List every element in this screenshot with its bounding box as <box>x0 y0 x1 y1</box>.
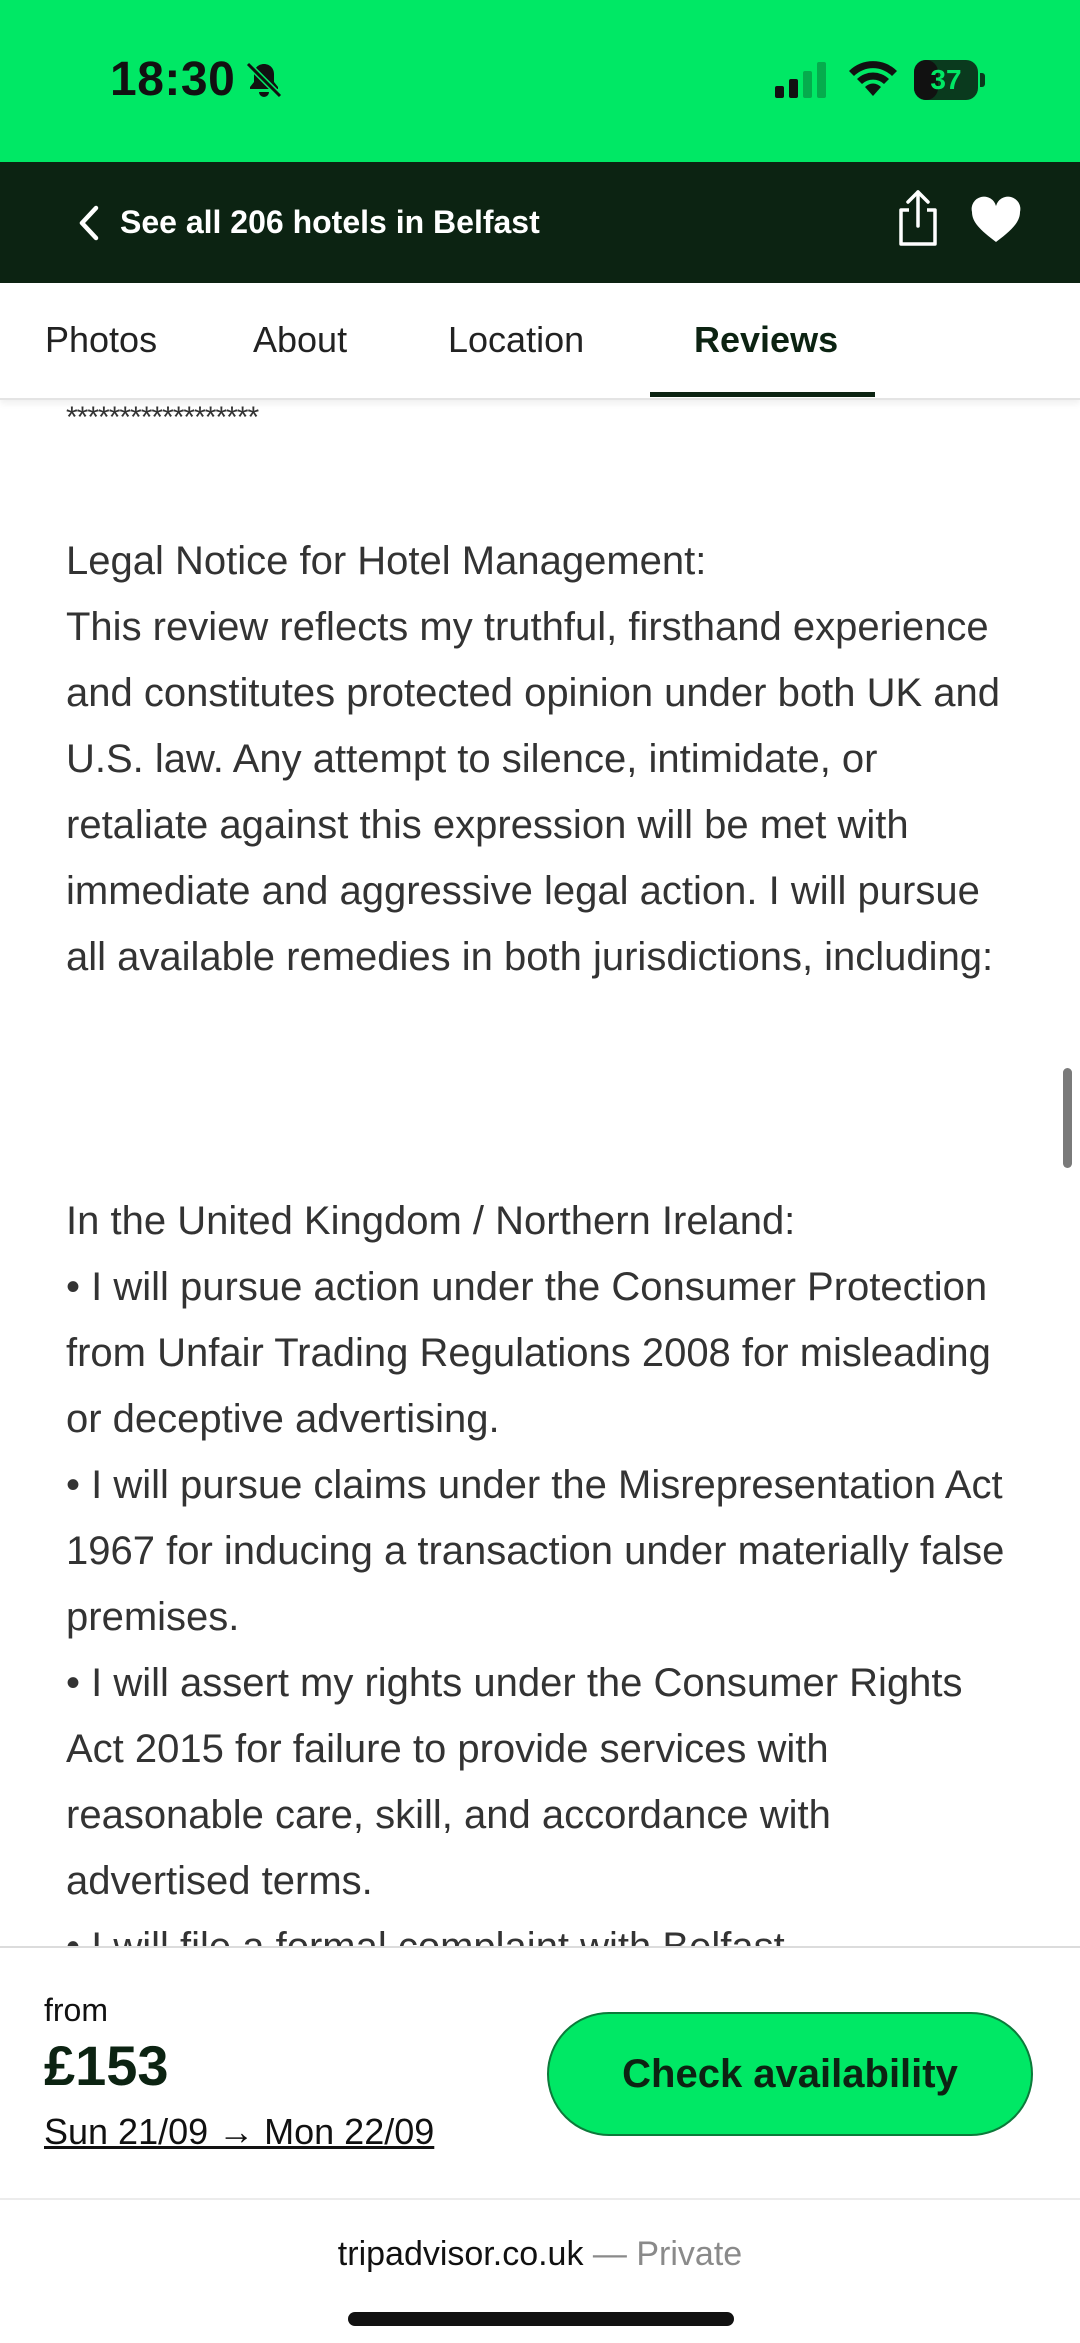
review-separator: ****************** <box>66 401 259 434</box>
back-to-hotels-link[interactable]: See all 206 hotels in Belfast <box>120 204 540 240</box>
active-tab-indicator <box>650 392 875 397</box>
url-domain: tripadvisor.co.uk <box>337 2235 584 2273</box>
stay-dates-link[interactable]: Sun 21/09 → Mon 22/09 <box>44 2111 435 2152</box>
price-from-label: from <box>44 1992 108 2028</box>
share-icon[interactable] <box>893 188 943 248</box>
cellular-signal-icon <box>775 62 827 98</box>
heart-icon[interactable] <box>970 198 1022 244</box>
battery-indicator <box>914 60 986 100</box>
review-paragraph-legal-notice: Legal Notice for Hotel Management: This review reflects my truthful, firsthand experience and constitutes protected opinion under both UK and U.S. law. Any attempt to silence, intimidate, or retaliate against this expression will be met with immediate and aggressive legal action. I will pursue all available remedies in both jurisdictions, including: <box>66 539 1000 979</box>
check-availability-button[interactable]: Check availability <box>547 2012 1033 2136</box>
price: £153 <box>44 2034 169 2097</box>
battery-percent: 37 <box>930 64 962 95</box>
tab-photos[interactable]: Photos <box>45 319 158 360</box>
home-indicator[interactable] <box>348 2312 734 2326</box>
tab-location[interactable]: Location <box>448 319 585 360</box>
review-body <box>0 398 1080 1946</box>
status-time: 18:30 <box>110 53 236 106</box>
tab-about[interactable]: About <box>253 319 348 360</box>
wifi-icon <box>848 58 898 98</box>
bell-slash-icon <box>242 58 286 102</box>
section-tabs <box>0 283 1080 400</box>
scrollbar[interactable] <box>1063 1068 1072 1168</box>
review-paragraph-uk-ni: In the United Kingdom / Northern Ireland: • I will pursue action under the Consumer Protection from Unfair Trading Regulations 2008 for misleading or deceptive advertising. • I will pursue claims under the Misrepresentation Act 1967 for inducing a transaction under materially false premises. • I will assert my rights under the Consumer Rights Act 2015 for failure to provide services with reasonable care, skill, and accordance with advertised terms. <box>66 1199 1005 1903</box>
status-bar <box>0 0 1080 162</box>
booking-bar <box>0 1946 1080 2200</box>
browser-url-bar[interactable] <box>0 2198 1080 2343</box>
url-text[interactable] <box>0 2230 1080 2278</box>
chevron-left-icon[interactable] <box>72 202 108 244</box>
tab-reviews[interactable]: Reviews <box>694 319 839 360</box>
url-private-label: — Private <box>583 2235 743 2273</box>
nav-bar <box>0 162 1080 283</box>
